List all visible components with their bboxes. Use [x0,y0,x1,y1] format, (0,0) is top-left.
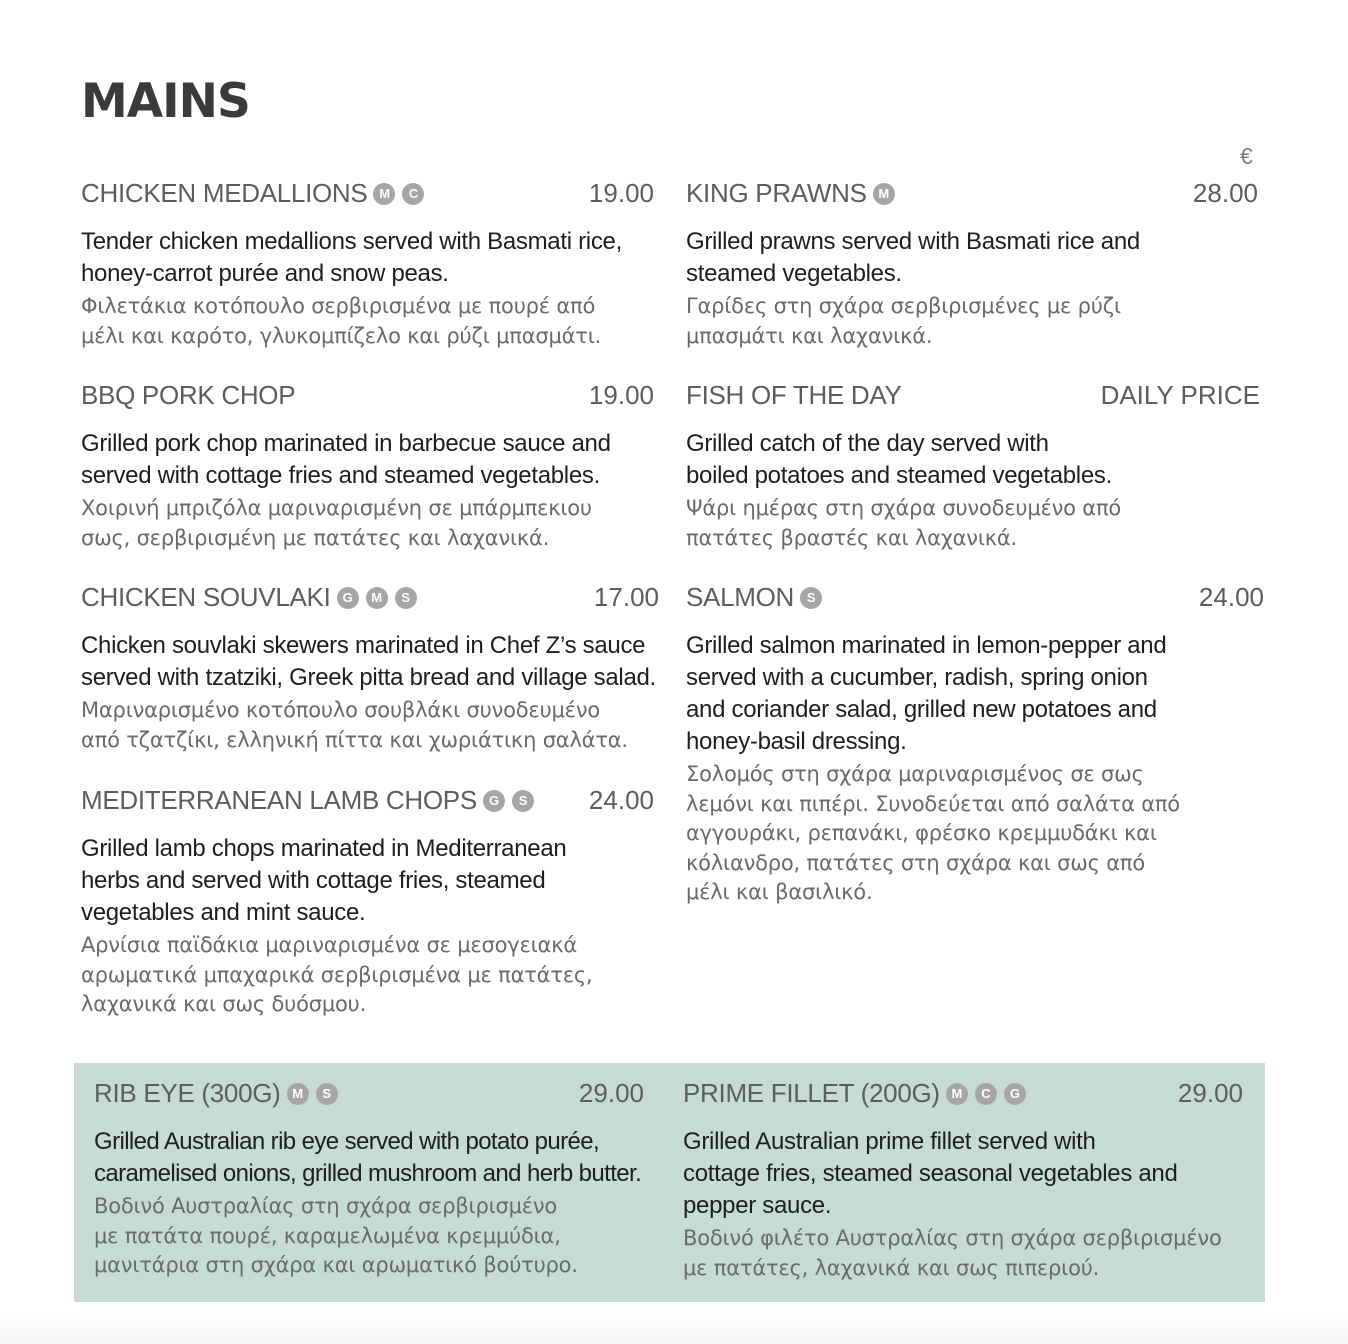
description-line: Χοιρινή μπριζόλα μαριναρισμένη σε μπάρμπεκιου [81,496,592,520]
description-gr [683,1224,1251,1283]
description-gr [686,494,1266,553]
item-price: 19.00 [588,178,654,208]
menu-item-prime-fillet [683,1078,1251,1283]
description-line: Γαρίδες στη σχάρα σερβιρισμένες με ρύζι [686,294,1121,318]
description-gr [686,292,1266,351]
item-price: 29.00 [578,1078,644,1108]
description-line: Βοδινό φιλέτο Αυστραλίας στη σχάρα σερβιρισμένο [683,1226,1222,1250]
badge-icon: S [316,1083,338,1105]
description-line: κόλιανδρο, πατάτες στη σχάρα και σως από [686,850,1145,875]
menu-item-chicken-souvlaki [81,582,659,755]
description-line: Μαριναρισμένο κοτόπουλο σουβλάκι συνοδευμένο [81,698,601,722]
description-line: Grilled salmon marinated in lemon-pepper and [686,632,1167,659]
description-en [686,226,1266,290]
description-en [81,428,659,492]
description-line: steamed vegetables. [686,260,902,287]
item-price: 29.00 [1177,1078,1243,1108]
item-price: 24.00 [588,785,654,815]
menu-item-rib-eye [94,1078,644,1281]
description-line: μανιτάρια στη σχάρα και αρωματικό βούτυρο. [94,1253,578,1277]
badge-icon: M [373,183,395,205]
description-line: λαχανικά και σως δυόσμου. [81,992,367,1016]
badge-icon: S [395,587,417,609]
badge-icon: M [366,587,388,609]
description-line: and coriander salad, grilled new potatoes and [686,696,1157,723]
description-line: Grilled pork chop marinated in barbecue sauce and [81,430,611,457]
description-line: vegetables and mint sauce. [81,899,366,926]
menu-item-salmon [686,582,1266,908]
description-line: Αρνίσια παϊδάκια μαριναρισμένα σε μεσογειακά [81,933,578,957]
description-line: served with a cucumber, radish, spring onion [686,664,1148,691]
description-line: Tender chicken medallions served with Basmati rice, [81,228,622,255]
description-line: Grilled Australian rib eye served with potato purée, [94,1128,600,1155]
badge-icon: M [287,1083,309,1105]
page-bottom-shadow [0,1310,1348,1344]
item-price: 19.00 [588,380,654,410]
description-en [94,1126,644,1190]
description-line: boiled potatoes and steamed vegetables. [686,462,1112,489]
description-line: Σολομός στη σχάρα μαριναρισμένος σε σως [686,762,1144,786]
description-en [81,833,659,929]
description-line: με πατάτες, λαχανικά και σως πιπεριού. [683,1255,1100,1280]
description-line: αγγουράκι, ρεπανάκι, φρέσκο κρεμμυδάκι και [686,821,1157,845]
item-name: PRIME FILLET (200G) [683,1078,940,1108]
description-line: cottage fries, steamed seasonal vegetables and [683,1160,1178,1187]
description-line: Βοδινό Αυστραλίας στη σχάρα σερβιρισμένο [94,1194,558,1218]
badge-icon: S [800,587,822,609]
badge-icon: C [402,183,424,205]
description-gr [81,292,659,351]
description-line: honey-carrot purée and snow peas. [81,260,449,287]
item-price: 24.00 [1198,582,1264,612]
section-title: MAINS [81,74,250,129]
description-line: λεμόνι και πιπέρι. Συνοδεύεται από σαλάτα από [686,791,1180,816]
item-price: 17.00 [593,582,659,612]
description-line: αρωματικά μπαχαρικά σερβιρισμένα με πατάτες, [81,962,593,987]
item-name: KING PRAWNS [686,178,867,208]
description-line: Grilled catch of the day served with [686,430,1049,457]
description-line: caramelised onions, grilled mushroom and herb butter. [94,1160,642,1187]
description-en [81,226,659,290]
item-name: SALMON [686,582,795,612]
description-en [81,630,659,694]
item-price: 28.00 [1192,178,1258,208]
description-gr [81,494,659,553]
item-name: FISH OF THE DAY [686,380,902,410]
description-en [686,428,1266,492]
description-line: Grilled Australian prime fillet served with [683,1128,1096,1155]
item-price: DAILY PRICE [1100,380,1260,410]
badge-icon: G [483,790,505,812]
description-line: herbs and served with cottage fries, steamed [81,867,546,894]
item-name: MEDITERRANEAN LAMB CHOPS [81,785,477,815]
description-line: σως, σερβιρισμένη με πατάτες και λαχανικά. [81,525,550,550]
description-en [683,1126,1251,1222]
item-name: CHICKEN SOUVLAKI [81,582,331,612]
item-name: RIB EYE (300G) [94,1078,281,1108]
description-line: μέλι και βασιλικό. [686,880,873,904]
badge-icon: M [873,183,895,205]
description-gr [81,931,659,1020]
item-name: BBQ PORK CHOP [81,380,296,410]
badge-icon: M [946,1083,968,1105]
menu-item-king-prawns [686,178,1266,351]
menu-item-chicken-medallions [81,178,659,351]
badge-icon: G [1004,1083,1026,1105]
description-line: Φιλετάκια κοτόπουλο σερβιρισμένα με πουρέ από [81,294,596,318]
description-gr [81,696,659,755]
menu-item-bbq-pork-chop [81,380,659,553]
description-gr [686,760,1266,908]
item-name: CHICKEN MEDALLIONS [81,178,368,208]
steaks-highlight-band [74,1063,1265,1302]
description-line: Ψάρι ημέρας στη σχάρα συνοδευμένο από [686,496,1122,520]
description-line: μέλι και καρότο, γλυκομπίζελο και ρύζι μπασμάτι. [81,323,602,348]
description-line: Chicken souvlaki skewers marinated in Chef Z’s sauce [81,632,646,659]
description-line: μπασμάτι και λαχανικά. [686,323,933,348]
description-line: pepper sauce. [683,1192,832,1219]
description-line: πατάτες βραστές και λαχανικά. [686,525,1018,550]
menu-item-mediterranean-lamb-chops [81,785,659,1020]
badge-icon: G [337,587,359,609]
description-line: Grilled prawns served with Basmati rice and [686,228,1140,255]
description-line: με πατάτα πουρέ, καραμελωμένα κρεμμύδια, [94,1223,561,1248]
description-line: Grilled lamb chops marinated in Mediterranean [81,835,567,862]
description-gr [94,1192,644,1281]
badge-icon: S [512,790,534,812]
currency-symbol: € [1240,143,1253,169]
menu-item-fish-of-the-day [686,380,1266,553]
description-line: served with tzatziki, Greek pitta bread and village salad. [81,664,656,691]
badge-icon: C [975,1083,997,1105]
description-line: served with cottage fries and steamed vegetables. [81,462,600,489]
description-en [686,630,1266,758]
description-line: από τζατζίκι, ελληνική πίττα και χωριάτικη σαλάτα. [81,727,628,752]
description-line: honey-basil dressing. [686,728,907,755]
